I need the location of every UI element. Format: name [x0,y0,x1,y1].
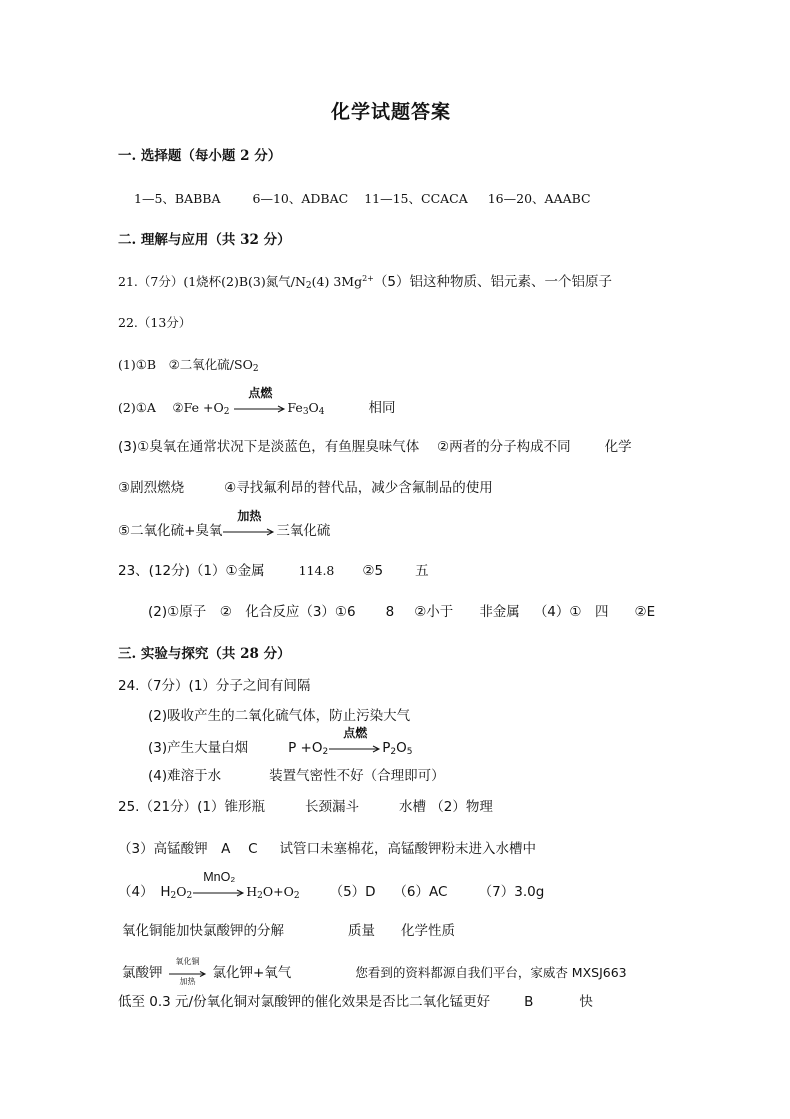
q23-l1-c: ②5 [362,563,384,579]
q22-l1-text: (1)①B ②二氧化硫/SO [118,357,253,372]
q25-l3-e: （5）D （6）AC （7）3.0g [329,884,545,900]
q25-l5-a: 氯酸钾 [122,965,163,981]
reaction-arrow [169,957,207,986]
choice-group-3: 11—15、CCACA [364,191,468,206]
q24-l3-product-o: O [396,740,407,756]
q24-l3-sub3: 5 [406,747,413,757]
q22-l2-sub2: 3 [302,407,309,417]
reaction-arrow [223,509,275,535]
choice-group-4: 16—20、AAABC [487,191,591,206]
q22-line-4 [118,482,493,496]
q25-line-2 [118,843,536,857]
q21-part-c: （5）铝这种物质、铝元素、一个铝原子 [373,274,612,290]
q25-line-1 [118,801,493,815]
arrow-catalyst: MnO₂ [203,870,236,884]
q25-l6-c: 快 [579,994,593,1010]
q22-head: 22.（13分） [118,315,192,330]
q22-l5-product: 三氧化硫 [276,523,331,539]
q22-l2-same: 相同 [368,400,396,416]
arrow-condition: 加热 [237,509,262,523]
page-title: 化学试题答案 [331,101,452,123]
q22-l5-reactants: ⑤二氧化硫+臭氧 [118,523,223,539]
q22-l2-sub: 2 [223,407,230,417]
choice-group-1: 1—5、BABBA [134,191,221,206]
q22-line-1 [118,359,259,374]
q25-l6-b: B [524,994,534,1010]
q25-l2-a: （3）高锰酸钾 A C [118,841,258,857]
q22-l1-sub: 2 [252,364,259,374]
q24-line-4 [148,770,445,784]
q25-line-4 [122,925,455,939]
q22-l2-product: Fe [287,400,303,415]
q24-l3-sub2: 2 [390,747,397,757]
q22-l4-b: ④寻找氟利昂的替代品，减少含氟制品的使用 [224,480,493,496]
q25-l3-sub3: 2 [257,891,263,901]
q25-l3-sub2: 2 [186,891,193,901]
q21-part-a: 21.（7分）(1烧杯(2)B(3)氮气/N [118,274,306,289]
q25-l2-b: 试管口未塞棉花，高锰酸钾粉末进入水槽中 [279,841,537,857]
q25-l3-d: O+O [262,884,294,899]
q25-l5-b: 氯化钾+氧气 [212,965,292,981]
arrow-condition: 点燃 [248,386,273,400]
q25-l1-c: 水槽 （2）物理 [399,799,493,815]
q24-l3-reactants: P +O [288,740,323,756]
reaction-arrow [193,870,245,896]
q25-l3-c: H [246,884,258,899]
q24-line-2: (2)吸收产生的二氧化硫气体，防止污染大气 [148,708,411,724]
choice-answers [134,193,591,206]
choice-group-2: 6—10、ADBAC [252,191,349,206]
arrow-condition: 点燃 [343,726,368,740]
q24-l3-a: (3)产生大量白烟 [148,740,249,756]
q21-sup: 2+ [362,274,374,283]
q24-l4-a: (4)难溶于水 [148,768,222,784]
q22-l3-text: (3)①臭氧在通常状况下是淡蓝色，有鱼腥臭味气体 ②两者的分子构成不同 [118,439,571,455]
q25-l4-c: 化学性质 [401,923,455,939]
q22-line-5 [118,509,331,539]
q23-l2-f: ②E [634,604,656,620]
arrow-catalyst: 氧化铜 [175,957,200,966]
section-2-heading: 二. 理解与应用（共 32 分） [118,232,291,248]
reaction-arrow [234,386,286,412]
q21-answer [118,275,612,291]
q24-l4-b: 装置气密性不好（合理即可） [269,768,445,784]
reaction-arrow [329,726,381,752]
q21-part-b: (4) 3Mg [311,274,363,289]
q22-l2-text: (2)①A ②Fe +O [118,400,224,415]
q25-l4-a: 氧化铜能加快氯酸钾的分解 [122,923,284,939]
q23-l2-c: ②小于 [414,604,454,620]
q24-l3-sub: 2 [322,747,329,757]
q23-l2-a: (2)①原子 ② 化合反应（3）①6 [148,604,356,620]
q25-l3-sub: 2 [170,891,177,901]
q25-l4-b: 质量 [348,923,375,939]
section-1-heading: 一. 选择题（每小题 2 分） [118,148,282,164]
q21-sub: 2 [305,281,312,291]
q25-l3-sub4: 2 [293,891,300,901]
q22-l2-sub3: 4 [318,407,325,417]
q25-l3-b: O [176,884,187,899]
q23-l1-a: 23、(12分)（1）①金属 [118,563,265,579]
q23-l2-d: 非金属 [479,604,520,620]
q24-l3-product: P [382,740,391,756]
q25-l3-a: （4） H [118,884,171,900]
q23-l2-e: （4）① 四 [533,604,609,620]
q23-l1-b: 114.8 [298,563,335,578]
q22-line-2 [118,386,396,417]
q25-l1-b: 长颈漏斗 [305,799,360,815]
q25-line-3 [118,870,545,901]
q25-line-5 [122,957,627,986]
q22-l2-product-o: O [308,400,319,415]
q22-l4-a: ③剧烈燃烧 [118,480,185,496]
q24-line-3 [148,726,413,757]
q23-l1-d: 五 [415,563,429,579]
q24-line-1: 24.（7分）(1）分子之间有间隔 [118,678,311,694]
q23-line-1 [118,565,429,579]
arrow-condition: 加热 [179,977,196,986]
q23-line-2 [148,606,655,620]
q25-l1-a: 25.（21分）(1）锥形瓶 [118,799,266,815]
section-3-heading: 三. 实验与探究（共 28 分） [118,646,291,662]
q22-l3-chem: 化学 [604,439,632,455]
q23-l2-b: 8 [385,604,395,620]
q25-l5-notice: 您看到的资料都源自我们平台，家威杏 MXSJ663 [355,965,627,980]
q22-line-3 [118,441,632,455]
q25-l6-a: 低至 0.3 元/份氧化铜对氯酸钾的催化效果是否比二氧化锰更好 [118,994,491,1010]
q25-line-6 [118,996,593,1010]
